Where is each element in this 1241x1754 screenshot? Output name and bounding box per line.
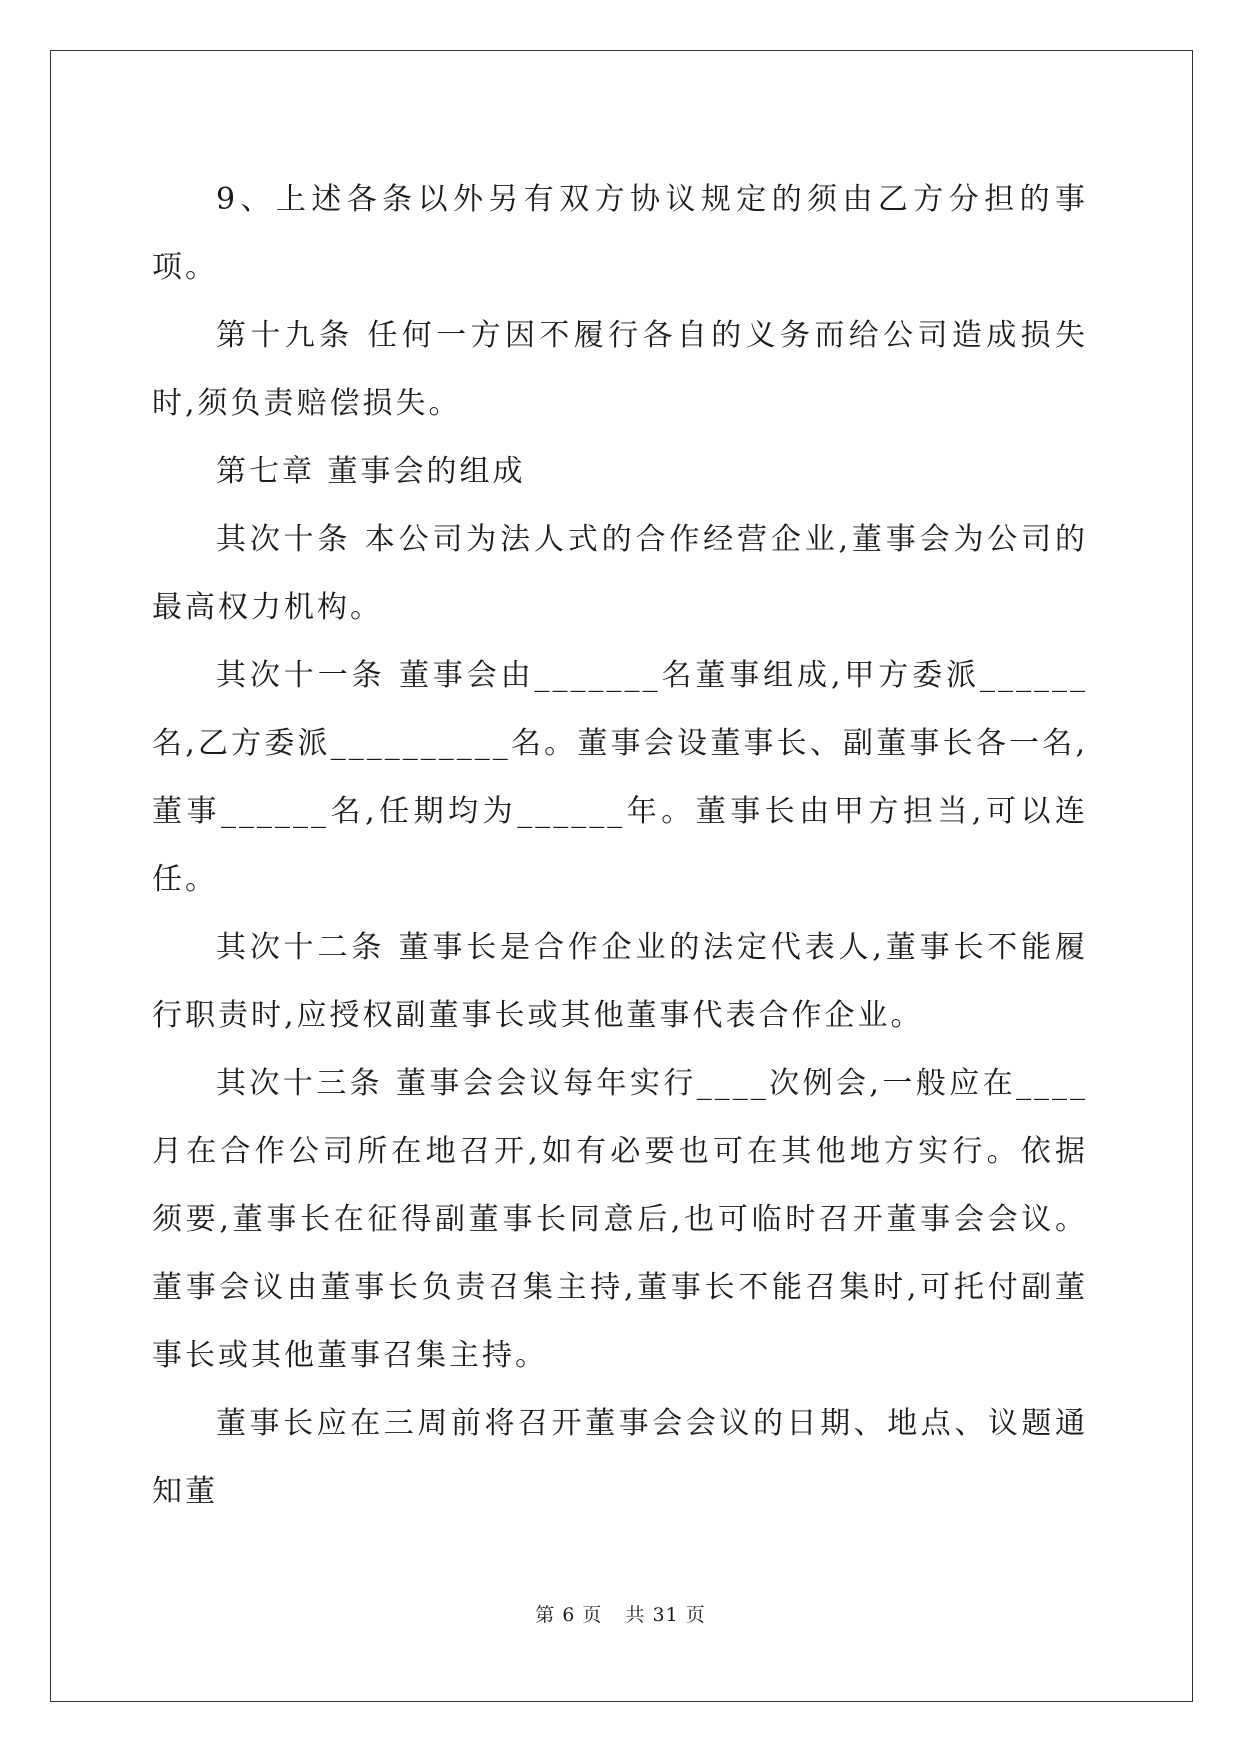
document-body <box>152 166 1088 1526</box>
chapter-heading: 第七章 董事会的组成 <box>216 454 526 489</box>
page-footer <box>0 1600 1241 1627</box>
page-number: 第 6 页 <box>535 1604 603 1626</box>
paragraph: 9、上述各条以外另有双方协议规定的须由乙方分担的事项。 <box>152 182 1088 285</box>
paragraph: 第十九条 任何一方因不履行各自的义务而给公司造成损失时,须负责赔偿损失。 <box>152 318 1088 421</box>
paragraph: 其次十二条 董事长是合作企业的法定代表人,董事长不能履行职责时,应授权副董事长或其他董事代表合作企业。 <box>152 930 1088 1033</box>
paragraph: 其次十一条 董事会由_______名董事组成,甲方委派______名,乙方委派__________名。董事会设董事长、副董事长各一名,董事______名,任期均为______年。董事长由甲方担当,可以连任。 <box>152 658 1088 897</box>
page-total: 共 31 页 <box>625 1604 706 1626</box>
paragraph: 其次十三条 董事会会议每年实行____次例会,一般应在____月在合作公司所在地召开,如有必要也可在其他地方实行。依据须要,董事长在征得副董事长同意后,也可临时召开董事会会议。董事会议由董事长负责召集主持,董事长不能召集时,可托付副董事长或其他董事召集主持。 <box>152 1066 1088 1373</box>
paragraph: 其次十条 本公司为法人式的合作经营企业,董事会为公司的最高权力机构。 <box>152 522 1088 625</box>
paragraph: 董事长应在三周前将召开董事会会议的日期、地点、议题通知董 <box>152 1406 1088 1509</box>
